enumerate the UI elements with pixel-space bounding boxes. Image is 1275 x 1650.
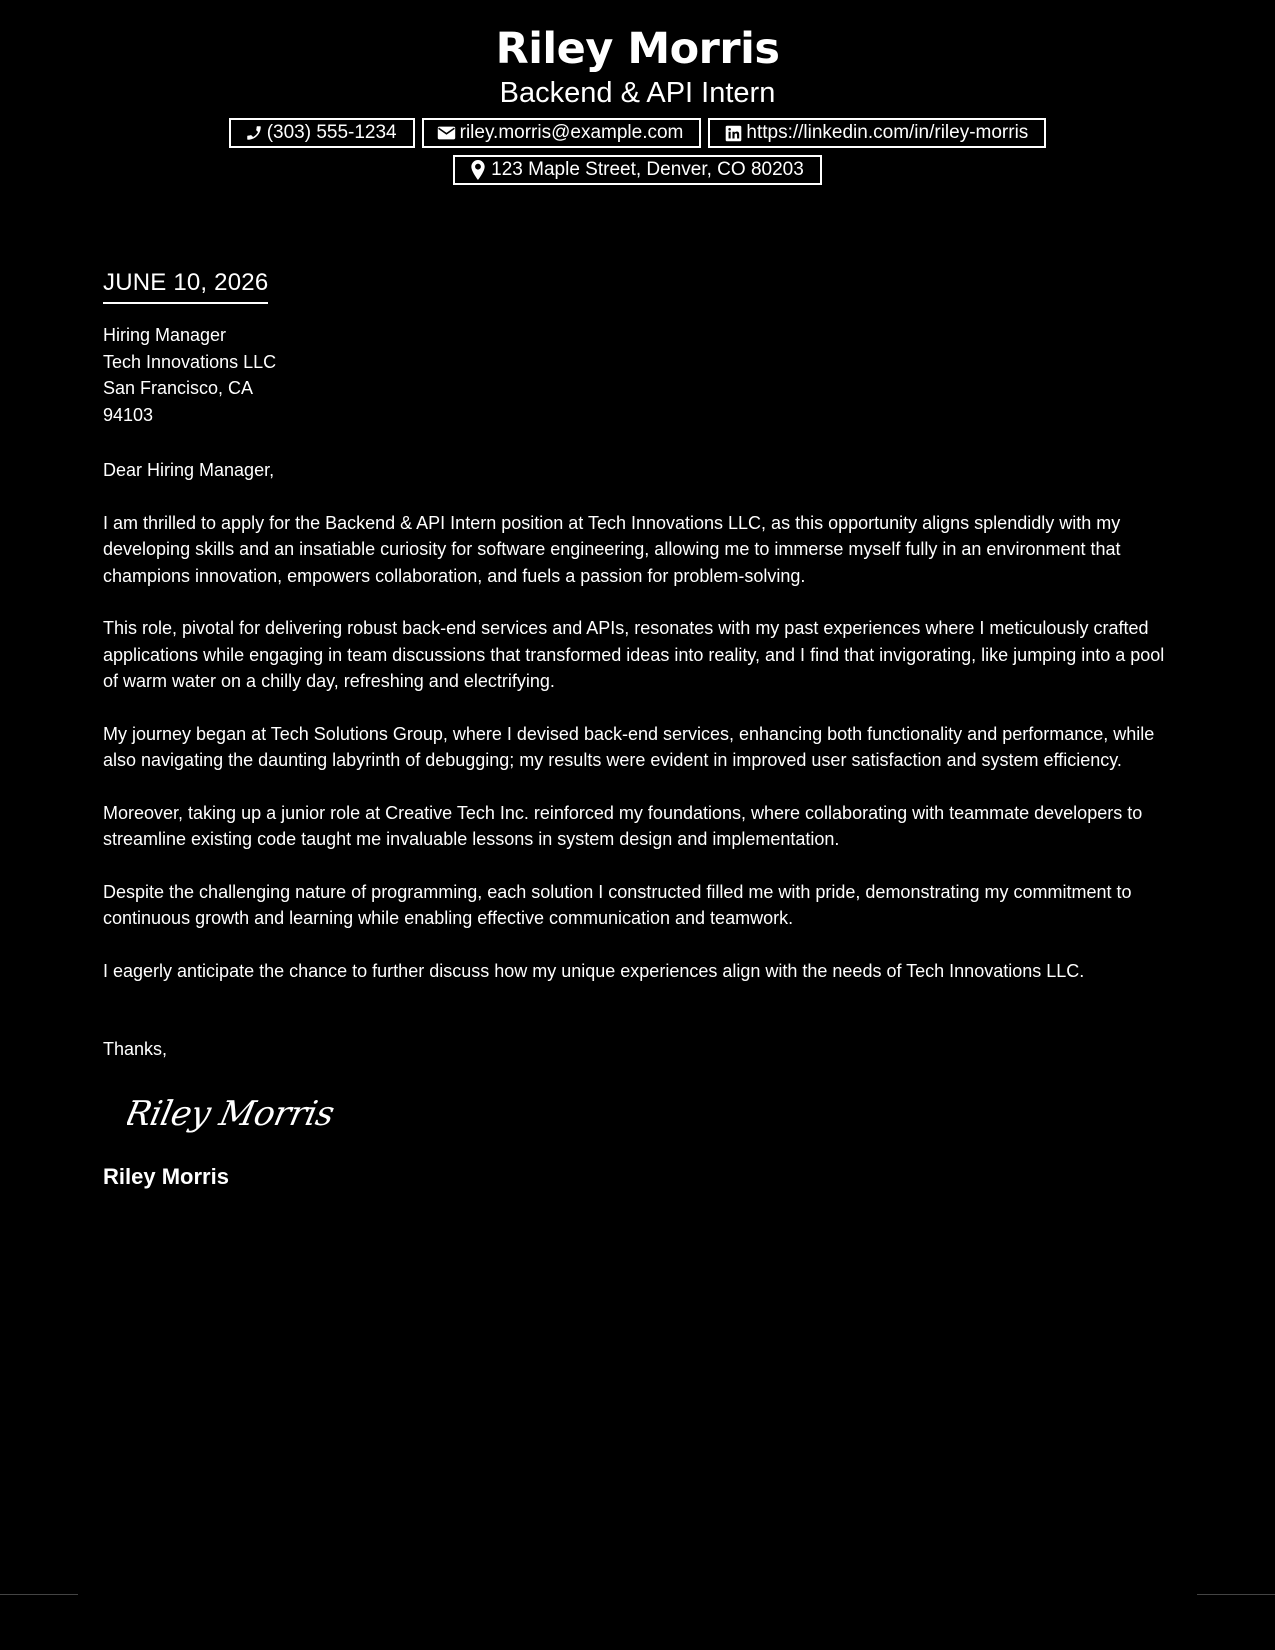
- address-text: 123 Maple Street, Denver, CO 80203: [491, 159, 804, 180]
- phone-chip[interactable]: [229, 118, 415, 148]
- address-row: [0, 155, 1275, 185]
- recipient-line: 94103: [103, 404, 154, 425]
- recipient-block: [103, 322, 1178, 428]
- body-paragraph: Despite the challenging nature of programming, each solution I constructed filled me with pride, demonstrating my commitment to continuous growth and learning while enabling effective communication and teamwork.: [103, 881, 1132, 928]
- linkedin-icon: [723, 123, 743, 143]
- address-chip: [453, 155, 822, 185]
- recipient-line: San Francisco, CA: [103, 378, 254, 398]
- linkedin-chip[interactable]: [708, 118, 1046, 148]
- body-paragraph: This role, pivotal for delivering robust back-end services and APIs, resonates with my past experiences where I meticulously crafted applications while engaging in team discussions that transformed ideas into reality, and I find that invigorating, like jumping into a pool of warm water on a chilly day, refreshing and electrifying.: [103, 618, 1165, 691]
- letter-body: [103, 268, 1178, 1191]
- body-paragraph: I am thrilled to apply for the Backend & API Intern position at Tech Innovations LLC, as this opportunity aligns splendidly with my developing skills and an insatiable curiosity for software engineering, allowing me to immerse myself fully in an environment that champions innovation, empowers collaboration, and fuels a passion for problem-solving.: [103, 512, 1121, 586]
- footer-divider-left: [0, 1594, 78, 1595]
- body-paragraph: Moreover, taking up a junior role at Creative Tech Inc. reinforced my foundations, where collaborating with teammate developers to streamline existing code taught me invaluable lessons in system design and implementation.: [103, 802, 1143, 849]
- footer-divider-right: [1197, 1594, 1275, 1595]
- recipient-line: Hiring Manager: [103, 325, 227, 345]
- letter-date: JUNE 10, 2026: [103, 268, 268, 304]
- body-paragraph: I eagerly anticipate the chance to further discuss how my unique experiences align with the needs of Tech Innovations LLC.: [103, 960, 1085, 981]
- recipient-line: Tech Innovations LLC: [103, 351, 277, 372]
- email-text: riley.morris@example.com: [459, 122, 684, 143]
- signer-name: Riley Morris: [103, 1163, 229, 1189]
- envelope-icon: [437, 123, 457, 143]
- phone-icon: [244, 123, 264, 143]
- linkedin-text: https://linkedin.com/in/riley-morris: [746, 122, 1029, 143]
- closing: Thanks,: [103, 1039, 168, 1059]
- map-marker-icon: [468, 160, 488, 180]
- svg-text:Riley Morris: Riley Morris: [127, 1093, 338, 1134]
- body-paragraph: My journey began at Tech Solutions Group, where I devised back-end services, enhancing both functionality and performance, while also navigating the daunting labyrinth of debugging; my results were evident in improved user satisfaction and system efficiency.: [103, 723, 1155, 770]
- applicant-title: Backend & API Intern: [499, 77, 776, 109]
- contact-row: [0, 118, 1275, 148]
- letter-header: [0, 22, 1275, 185]
- salutation: Dear Hiring Manager,: [103, 460, 275, 480]
- handwritten-signature: [127, 1089, 1178, 1139]
- phone-text: (303) 555-1234: [266, 122, 397, 143]
- email-chip[interactable]: [422, 118, 702, 148]
- applicant-name: Riley Morris: [495, 24, 780, 74]
